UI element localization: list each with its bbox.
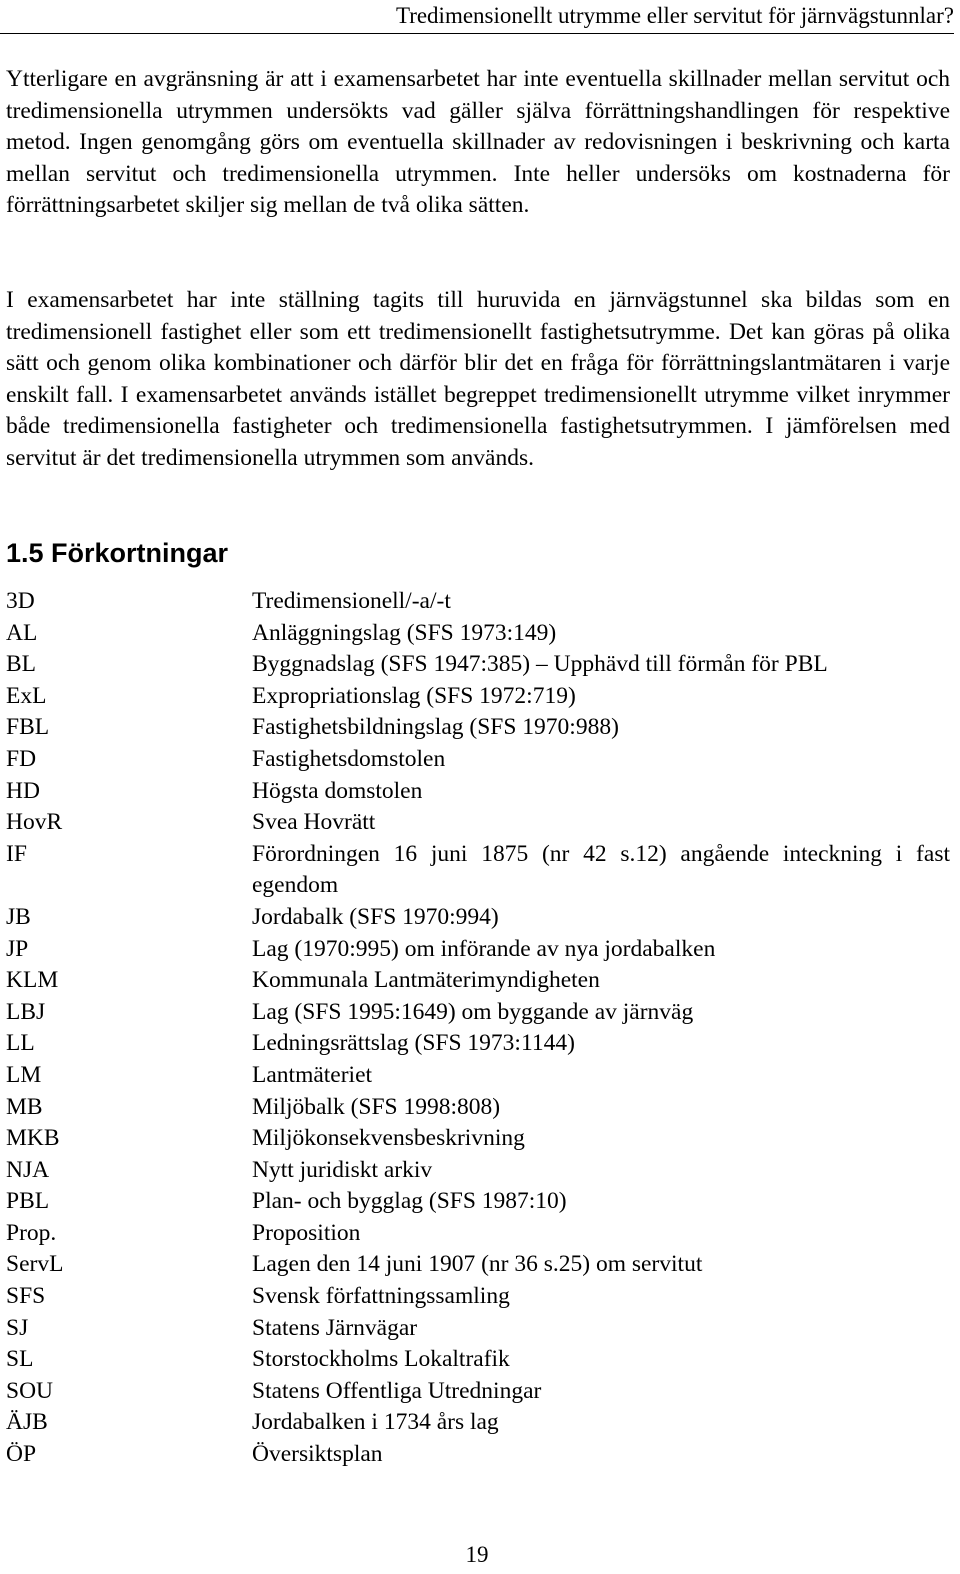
abbreviation-definition: Svensk författningssamling <box>252 1283 510 1310</box>
abbreviation-row <box>6 1186 950 1218</box>
abbreviation-definition: Nytt juridiskt arkiv <box>252 1156 433 1183</box>
abbreviation-definition: Kommunala Lantmäterimyndigheten <box>252 967 600 994</box>
abbreviation-term: Prop. <box>6 1219 57 1246</box>
abbreviation-row <box>6 839 950 902</box>
abbreviation-term: MKB <box>6 1125 60 1152</box>
abbreviation-row <box>6 1281 950 1313</box>
abbreviation-definition: Lag (1970:995) om införande av nya jordabalken <box>252 935 716 962</box>
abbreviation-term: JB <box>6 903 31 930</box>
abbreviation-definition: Miljökonsekvensbeskrivning <box>252 1125 525 1152</box>
abbreviation-row <box>6 1313 950 1345</box>
abbreviation-term: IF <box>6 840 27 867</box>
abbreviation-definition: Miljöbalk (SFS 1998:808) <box>252 1093 501 1120</box>
running-header: Tredimensionellt utrymme eller servitut för järnvägstunnlar? <box>0 2 954 34</box>
abbreviation-term: AL <box>6 619 38 646</box>
abbreviation-term: HD <box>6 777 40 804</box>
abbreviation-definition: Statens Järnvägar <box>252 1314 418 1341</box>
abbreviation-definition: Förordningen 16 juni 1875 (nr 42 s.12) angående inteckning i fast egendom <box>252 840 950 899</box>
abbreviation-row <box>6 586 950 618</box>
abbreviation-definition: Storstockholms Lokaltrafik <box>252 1346 510 1373</box>
abbreviation-term: SJ <box>6 1314 29 1341</box>
abbreviation-term: ÖP <box>6 1441 37 1468</box>
abbreviation-row <box>6 1249 950 1281</box>
abbreviation-row <box>6 1407 950 1439</box>
abbreviation-definition: Statens Offentliga Utredningar <box>252 1377 542 1404</box>
abbreviation-definition: Fastighetsdomstolen <box>252 745 446 772</box>
abbreviation-definition: Fastighetsbildningslag (SFS 1970:988) <box>252 714 619 741</box>
paragraph-delimitation: Ytterligare en avgränsning är att i examensarbetet har inte eventuella skillnader mellan servitut och tredimensionella utrymmen undersökts vad gäller själva förrättningshandlingen för respektive metod. Ingen genomgång görs om eventuella skillnader av redovisningen i beskrivning och karta mellan servitut och tredimensionella utrymmen. Inte heller undersöks om kostnaderna för förrättningsarbetet skiljer sig mellan de två olika sätten. <box>6 66 950 219</box>
abbreviation-row <box>6 744 950 776</box>
abbreviation-row <box>6 649 950 681</box>
abbreviation-definition: Tredimensionell/-a/-t <box>252 588 451 614</box>
abbreviation-term: 3D <box>6 588 35 614</box>
abbreviation-term: NJA <box>6 1156 50 1183</box>
abbreviation-definition: Högsta domstolen <box>252 777 423 804</box>
abbreviation-term: SL <box>6 1346 34 1373</box>
abbreviation-term: SOU <box>6 1377 54 1404</box>
section-heading: 1.5 Förkortningar <box>6 538 229 568</box>
abbreviation-row <box>6 902 950 934</box>
abbreviation-term: LM <box>6 1061 42 1088</box>
abbreviation-row <box>6 1123 950 1155</box>
abbreviation-row <box>6 965 950 997</box>
abbreviation-definition: Lantmäteriet <box>252 1061 373 1088</box>
abbreviation-row <box>6 1439 950 1471</box>
abbreviation-term: ExL <box>6 682 47 709</box>
abbreviation-definition: Ledningsrättslag (SFS 1973:1144) <box>252 1030 575 1057</box>
abbreviation-list <box>6 586 950 1471</box>
abbreviation-row <box>6 1028 950 1060</box>
abbreviation-term: LL <box>6 1030 35 1057</box>
paragraph-terminology: I examensarbetet har inte ställning tagits till huruvida en järnvägstunnel ska bildas som en tredimensionell fastighet eller som ett tredimensionellt fastighetsutrymme. Det kan göras på olika sätt och genom olika kombinationer och därför blir det en fråga för förrättningslantmätaren i varje enskilt fall. I examensarbetet används istället begreppet tredimensionellt utrymme vilket inrymmer både tredimensionella fastigheter och tredimensionella fastighetsutrymmen. I jämförelsen med servitut är det tredimensionella utrymmen som används. <box>6 287 950 471</box>
abbreviation-definition: Jordabalk (SFS 1970:994) <box>252 903 499 930</box>
abbreviation-term: MB <box>6 1093 43 1120</box>
abbreviation-row <box>6 1060 950 1092</box>
abbreviation-term: PBL <box>6 1188 50 1215</box>
abbreviation-term: SFS <box>6 1283 46 1310</box>
abbreviation-row <box>6 618 950 650</box>
abbreviation-definition: Expropriationslag (SFS 1972:719) <box>252 682 576 709</box>
abbreviation-term: BL <box>6 651 37 678</box>
abbreviation-term: LBJ <box>6 998 46 1025</box>
abbreviation-definition: Anläggningslag (SFS 1973:149) <box>252 619 557 646</box>
abbreviation-term: KLM <box>6 967 59 994</box>
abbreviation-definition: Svea Hovrätt <box>252 809 376 836</box>
abbreviation-row <box>6 712 950 744</box>
abbreviation-row <box>6 807 950 839</box>
abbreviation-definition: Lagen den 14 juni 1907 (nr 36 s.25) om servitut <box>252 1251 703 1278</box>
abbreviation-row <box>6 1092 950 1124</box>
page-number: 19 <box>465 1542 489 1567</box>
abbreviation-row <box>6 997 950 1029</box>
abbreviation-definition: Plan- och bygglag (SFS 1987:10) <box>252 1188 567 1215</box>
abbreviation-term: HovR <box>6 809 63 836</box>
abbreviation-term: JP <box>6 935 29 962</box>
abbreviation-row <box>6 681 950 713</box>
abbreviation-term: FD <box>6 745 37 772</box>
abbreviation-row <box>6 776 950 808</box>
abbreviation-definition: Proposition <box>252 1219 361 1246</box>
abbreviation-row <box>6 1155 950 1187</box>
abbreviation-definition: Byggnadslag (SFS 1947:385) – Upphävd till förmån för PBL <box>252 651 828 678</box>
abbreviation-row <box>6 934 950 966</box>
abbreviation-definition: Lag (SFS 1995:1649) om byggande av järnväg <box>252 998 694 1025</box>
abbreviation-term: FBL <box>6 714 50 741</box>
abbreviation-row <box>6 1376 950 1408</box>
abbreviation-term: ServL <box>6 1251 64 1278</box>
abbreviation-row <box>6 1344 950 1376</box>
abbreviation-term: ÄJB <box>6 1409 48 1436</box>
abbreviation-row <box>6 1218 950 1250</box>
abbreviation-definition: Översiktsplan <box>252 1441 383 1468</box>
abbreviation-definition: Jordabalken i 1734 års lag <box>252 1409 499 1436</box>
